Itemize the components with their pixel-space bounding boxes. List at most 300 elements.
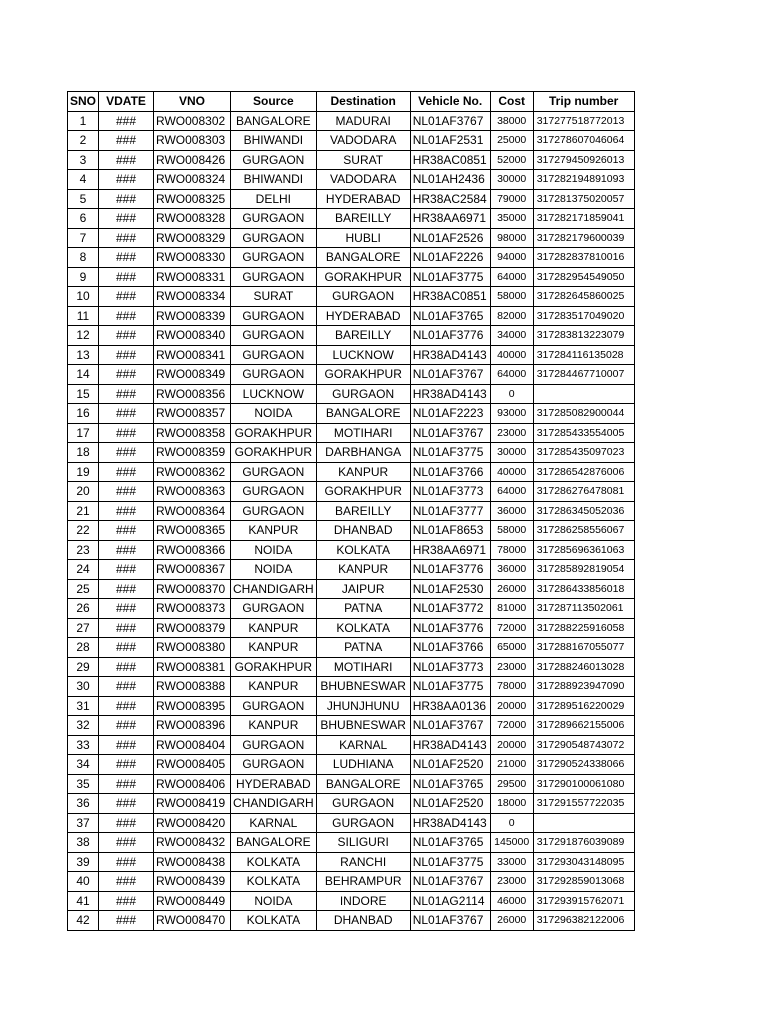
cell-trip-number[interactable]: 317290524338066 — [533, 755, 634, 775]
cell-vno[interactable]: RWO008328 — [154, 209, 231, 229]
cell-destination[interactable]: MADURAI — [316, 111, 410, 131]
cell-destination[interactable]: VADODARA — [316, 170, 410, 190]
cell-vdate[interactable]: ### — [99, 794, 154, 814]
cell-sno[interactable]: 37 — [68, 813, 99, 833]
cell-trip-number[interactable]: 317291876039089 — [533, 833, 634, 853]
cell-trip-number[interactable]: 317282194891093 — [533, 170, 634, 190]
cell-source[interactable]: KANPUR — [231, 677, 317, 697]
cell-trip-number[interactable]: 317277518772013 — [533, 111, 634, 131]
cell-cost[interactable]: 36000 — [490, 560, 533, 580]
cell-source[interactable]: GURGAON — [231, 326, 317, 346]
cell-trip-number[interactable]: 317290548743072 — [533, 735, 634, 755]
cell-cost[interactable]: 72000 — [490, 618, 533, 638]
cell-source[interactable]: SURAT — [231, 287, 317, 307]
cell-trip-number[interactable]: 317288923947090 — [533, 677, 634, 697]
cell-vdate[interactable]: ### — [99, 891, 154, 911]
cell-vno[interactable]: RWO008438 — [154, 852, 231, 872]
cell-destination[interactable]: BHUBNESWAR — [316, 716, 410, 736]
cell-vdate[interactable]: ### — [99, 540, 154, 560]
cell-destination[interactable]: VADODARA — [316, 131, 410, 151]
cell-source[interactable]: BHIWANDI — [231, 131, 317, 151]
cell-source[interactable]: KANPUR — [231, 521, 317, 541]
cell-trip-number[interactable]: 317286433856018 — [533, 579, 634, 599]
header-sno[interactable]: SNO — [68, 92, 99, 112]
cell-source[interactable]: GURGAON — [231, 248, 317, 268]
cell-vdate[interactable]: ### — [99, 111, 154, 131]
cell-vno[interactable]: RWO008370 — [154, 579, 231, 599]
cell-sno[interactable]: 31 — [68, 696, 99, 716]
cell-cost[interactable]: 29500 — [490, 774, 533, 794]
cell-vdate[interactable]: ### — [99, 599, 154, 619]
cell-source[interactable]: KOLKATA — [231, 911, 317, 931]
cell-vdate[interactable]: ### — [99, 501, 154, 521]
cell-sno[interactable]: 15 — [68, 384, 99, 404]
cell-vno[interactable]: RWO008367 — [154, 560, 231, 580]
cell-trip-number[interactable]: 317288225916058 — [533, 618, 634, 638]
cell-vdate[interactable]: ### — [99, 443, 154, 463]
cell-vdate[interactable]: ### — [99, 560, 154, 580]
cell-destination[interactable]: JHUNJHUNU — [316, 696, 410, 716]
cell-vdate[interactable]: ### — [99, 423, 154, 443]
cell-source[interactable]: DELHI — [231, 189, 317, 209]
cell-vehicle-no[interactable]: NL01AF3777 — [410, 501, 490, 521]
cell-vno[interactable]: RWO008330 — [154, 248, 231, 268]
cell-vehicle-no[interactable]: NL01AF2520 — [410, 794, 490, 814]
cell-sno[interactable]: 12 — [68, 326, 99, 346]
cell-sno[interactable]: 30 — [68, 677, 99, 697]
cell-destination[interactable]: BANGALORE — [316, 774, 410, 794]
cell-destination[interactable]: GURGAON — [316, 384, 410, 404]
cell-cost[interactable]: 33000 — [490, 852, 533, 872]
cell-sno[interactable]: 11 — [68, 306, 99, 326]
cell-vdate[interactable]: ### — [99, 735, 154, 755]
cell-vehicle-no[interactable]: NL01AF3776 — [410, 618, 490, 638]
cell-vno[interactable]: RWO008331 — [154, 267, 231, 287]
cell-trip-number[interactable]: 317282837810016 — [533, 248, 634, 268]
cell-cost[interactable]: 81000 — [490, 599, 533, 619]
header-cost[interactable]: Cost — [490, 92, 533, 112]
cell-sno[interactable]: 4 — [68, 170, 99, 190]
cell-trip-number[interactable]: 317289516220029 — [533, 696, 634, 716]
cell-vno[interactable]: RWO008302 — [154, 111, 231, 131]
cell-sno[interactable]: 14 — [68, 365, 99, 385]
cell-destination[interactable]: KOLKATA — [316, 618, 410, 638]
cell-trip-number[interactable]: 317282179600039 — [533, 228, 634, 248]
cell-trip-number[interactable]: 317291557722035 — [533, 794, 634, 814]
cell-cost[interactable]: 78000 — [490, 540, 533, 560]
cell-destination[interactable]: GURGAON — [316, 287, 410, 307]
cell-cost[interactable]: 30000 — [490, 170, 533, 190]
cell-destination[interactable]: KOLKATA — [316, 540, 410, 560]
cell-trip-number[interactable]: 317285082900044 — [533, 404, 634, 424]
cell-trip-number[interactable]: 317288167055077 — [533, 638, 634, 658]
cell-cost[interactable]: 25000 — [490, 131, 533, 151]
cell-sno[interactable]: 17 — [68, 423, 99, 443]
cell-cost[interactable]: 18000 — [490, 794, 533, 814]
cell-vno[interactable]: RWO008357 — [154, 404, 231, 424]
cell-vno[interactable]: RWO008470 — [154, 911, 231, 931]
cell-vno[interactable]: RWO008334 — [154, 287, 231, 307]
cell-vno[interactable]: RWO008379 — [154, 618, 231, 638]
cell-trip-number[interactable]: 317286345052036 — [533, 501, 634, 521]
cell-destination[interactable]: BHUBNESWAR — [316, 677, 410, 697]
cell-destination[interactable]: BAREILLY — [316, 209, 410, 229]
cell-cost[interactable]: 58000 — [490, 521, 533, 541]
cell-source[interactable]: BANGALORE — [231, 833, 317, 853]
cell-vno[interactable]: RWO008340 — [154, 326, 231, 346]
cell-vehicle-no[interactable]: HR38AD4143 — [410, 384, 490, 404]
cell-vehicle-no[interactable]: NL01AF3767 — [410, 716, 490, 736]
cell-destination[interactable]: DARBHANGA — [316, 443, 410, 463]
cell-vehicle-no[interactable]: NL01AG2114 — [410, 891, 490, 911]
cell-vehicle-no[interactable]: HR38AA6971 — [410, 209, 490, 229]
cell-cost[interactable]: 38000 — [490, 111, 533, 131]
cell-vno[interactable]: RWO008325 — [154, 189, 231, 209]
cell-vno[interactable]: RWO008358 — [154, 423, 231, 443]
cell-vehicle-no[interactable]: NL01AF3775 — [410, 677, 490, 697]
cell-source[interactable]: BHIWANDI — [231, 170, 317, 190]
cell-vdate[interactable]: ### — [99, 618, 154, 638]
cell-sno[interactable]: 34 — [68, 755, 99, 775]
cell-cost[interactable]: 58000 — [490, 287, 533, 307]
cell-source[interactable]: GURGAON — [231, 150, 317, 170]
cell-destination[interactable]: BANGALORE — [316, 248, 410, 268]
cell-source[interactable]: GURGAON — [231, 306, 317, 326]
cell-destination[interactable]: HYDERABAD — [316, 306, 410, 326]
cell-sno[interactable]: 26 — [68, 599, 99, 619]
cell-sno[interactable]: 2 — [68, 131, 99, 151]
cell-source[interactable]: BANGALORE — [231, 111, 317, 131]
cell-vdate[interactable]: ### — [99, 638, 154, 658]
cell-vehicle-no[interactable]: NL01AF2530 — [410, 579, 490, 599]
cell-sno[interactable]: 19 — [68, 462, 99, 482]
cell-sno[interactable]: 22 — [68, 521, 99, 541]
cell-trip-number[interactable] — [533, 384, 634, 404]
cell-cost[interactable]: 52000 — [490, 150, 533, 170]
cell-source[interactable]: GURGAON — [231, 482, 317, 502]
cell-vehicle-no[interactable]: NL01AF2223 — [410, 404, 490, 424]
cell-destination[interactable]: GURGAON — [316, 794, 410, 814]
cell-cost[interactable]: 26000 — [490, 579, 533, 599]
cell-source[interactable]: NOIDA — [231, 560, 317, 580]
cell-sno[interactable]: 24 — [68, 560, 99, 580]
cell-vehicle-no[interactable]: NL01AF3767 — [410, 872, 490, 892]
cell-vdate[interactable]: ### — [99, 267, 154, 287]
cell-cost[interactable]: 145000 — [490, 833, 533, 853]
cell-source[interactable]: KOLKATA — [231, 872, 317, 892]
cell-cost[interactable]: 21000 — [490, 755, 533, 775]
cell-vno[interactable]: RWO008373 — [154, 599, 231, 619]
cell-source[interactable]: GORAKHPUR — [231, 443, 317, 463]
cell-sno[interactable]: 21 — [68, 501, 99, 521]
cell-trip-number[interactable]: 317282954549050 — [533, 267, 634, 287]
header-vdate[interactable]: VDATE — [99, 92, 154, 112]
cell-vno[interactable]: RWO008388 — [154, 677, 231, 697]
cell-vno[interactable]: RWO008341 — [154, 345, 231, 365]
cell-destination[interactable]: GORAKHPUR — [316, 267, 410, 287]
cell-vdate[interactable]: ### — [99, 345, 154, 365]
cell-source[interactable]: GURGAON — [231, 599, 317, 619]
cell-vehicle-no[interactable]: HR38AA0136 — [410, 696, 490, 716]
cell-destination[interactable]: MOTIHARI — [316, 657, 410, 677]
cell-trip-number[interactable]: 317279450926013 — [533, 150, 634, 170]
cell-sno[interactable]: 40 — [68, 872, 99, 892]
cell-vno[interactable]: RWO008419 — [154, 794, 231, 814]
cell-vehicle-no[interactable]: NL01AF8653 — [410, 521, 490, 541]
cell-vdate[interactable]: ### — [99, 462, 154, 482]
cell-vehicle-no[interactable]: NL01AF3767 — [410, 111, 490, 131]
cell-vehicle-no[interactable]: NL01AF3776 — [410, 326, 490, 346]
cell-vehicle-no[interactable]: NL01AF3766 — [410, 638, 490, 658]
cell-destination[interactable]: SURAT — [316, 150, 410, 170]
cell-sno[interactable]: 29 — [68, 657, 99, 677]
cell-trip-number[interactable]: 317283813223079 — [533, 326, 634, 346]
cell-cost[interactable]: 40000 — [490, 345, 533, 365]
cell-trip-number[interactable]: 317293043148095 — [533, 852, 634, 872]
cell-cost[interactable]: 46000 — [490, 891, 533, 911]
cell-trip-number[interactable]: 317290100061080 — [533, 774, 634, 794]
cell-source[interactable]: NOIDA — [231, 404, 317, 424]
cell-sno[interactable]: 23 — [68, 540, 99, 560]
cell-sno[interactable]: 16 — [68, 404, 99, 424]
cell-vehicle-no[interactable]: NL01AF3773 — [410, 657, 490, 677]
cell-vehicle-no[interactable]: NL01AF3775 — [410, 443, 490, 463]
cell-sno[interactable]: 1 — [68, 111, 99, 131]
cell-vdate[interactable]: ### — [99, 306, 154, 326]
cell-trip-number[interactable]: 317285696361063 — [533, 540, 634, 560]
cell-vno[interactable]: RWO008359 — [154, 443, 231, 463]
header-vehicle-no[interactable]: Vehicle No. — [410, 92, 490, 112]
cell-destination[interactable]: LUDHIANA — [316, 755, 410, 775]
cell-trip-number[interactable]: 317282645860025 — [533, 287, 634, 307]
cell-source[interactable]: GURGAON — [231, 501, 317, 521]
cell-vehicle-no[interactable]: HR38AC0851 — [410, 150, 490, 170]
cell-vehicle-no[interactable]: NL01AF3775 — [410, 267, 490, 287]
cell-cost[interactable]: 79000 — [490, 189, 533, 209]
cell-vehicle-no[interactable]: NL01AH2436 — [410, 170, 490, 190]
cell-vdate[interactable]: ### — [99, 696, 154, 716]
cell-vdate[interactable]: ### — [99, 326, 154, 346]
cell-cost[interactable]: 64000 — [490, 267, 533, 287]
cell-cost[interactable]: 23000 — [490, 423, 533, 443]
cell-destination[interactable]: BAREILLY — [316, 501, 410, 521]
cell-vdate[interactable]: ### — [99, 755, 154, 775]
cell-vdate[interactable]: ### — [99, 774, 154, 794]
cell-source[interactable]: CHANDIGARH — [231, 579, 317, 599]
cell-sno[interactable]: 6 — [68, 209, 99, 229]
cell-destination[interactable]: PATNA — [316, 599, 410, 619]
cell-source[interactable]: GURGAON — [231, 462, 317, 482]
cell-vehicle-no[interactable]: NL01AF2520 — [410, 755, 490, 775]
cell-sno[interactable]: 5 — [68, 189, 99, 209]
cell-sno[interactable]: 3 — [68, 150, 99, 170]
cell-destination[interactable]: BEHRAMPUR — [316, 872, 410, 892]
cell-cost[interactable]: 36000 — [490, 501, 533, 521]
cell-vno[interactable]: RWO008324 — [154, 170, 231, 190]
cell-vehicle-no[interactable]: HR38AD4143 — [410, 345, 490, 365]
cell-cost[interactable]: 0 — [490, 813, 533, 833]
cell-trip-number[interactable]: 317284467710007 — [533, 365, 634, 385]
cell-cost[interactable]: 64000 — [490, 365, 533, 385]
cell-sno[interactable]: 10 — [68, 287, 99, 307]
cell-vdate[interactable]: ### — [99, 657, 154, 677]
cell-sno[interactable]: 38 — [68, 833, 99, 853]
cell-cost[interactable]: 26000 — [490, 911, 533, 931]
header-destination[interactable]: Destination — [316, 92, 410, 112]
cell-vno[interactable]: RWO008395 — [154, 696, 231, 716]
cell-sno[interactable]: 32 — [68, 716, 99, 736]
cell-source[interactable]: GORAKHPUR — [231, 657, 317, 677]
cell-vehicle-no[interactable]: NL01AF3767 — [410, 911, 490, 931]
cell-cost[interactable]: 34000 — [490, 326, 533, 346]
cell-vno[interactable]: RWO008349 — [154, 365, 231, 385]
cell-sno[interactable]: 33 — [68, 735, 99, 755]
cell-vno[interactable]: RWO008449 — [154, 891, 231, 911]
cell-vdate[interactable]: ### — [99, 911, 154, 931]
cell-vno[interactable]: RWO008426 — [154, 150, 231, 170]
cell-vdate[interactable]: ### — [99, 248, 154, 268]
cell-destination[interactable]: HYDERABAD — [316, 189, 410, 209]
cell-vno[interactable]: RWO008381 — [154, 657, 231, 677]
cell-source[interactable]: CHANDIGARH — [231, 794, 317, 814]
cell-trip-number[interactable]: 317296382122006 — [533, 911, 634, 931]
header-vno[interactable]: VNO — [154, 92, 231, 112]
cell-cost[interactable]: 40000 — [490, 462, 533, 482]
cell-source[interactable]: GURGAON — [231, 735, 317, 755]
cell-source[interactable]: GURGAON — [231, 267, 317, 287]
cell-cost[interactable]: 82000 — [490, 306, 533, 326]
cell-vdate[interactable]: ### — [99, 384, 154, 404]
cell-destination[interactable]: GORAKHPUR — [316, 482, 410, 502]
cell-sno[interactable]: 18 — [68, 443, 99, 463]
cell-vehicle-no[interactable]: NL01AF2531 — [410, 131, 490, 151]
cell-trip-number[interactable]: 317286542876006 — [533, 462, 634, 482]
cell-vno[interactable]: RWO008364 — [154, 501, 231, 521]
cell-destination[interactable]: KANPUR — [316, 462, 410, 482]
cell-sno[interactable]: 20 — [68, 482, 99, 502]
cell-cost[interactable]: 93000 — [490, 404, 533, 424]
cell-vdate[interactable]: ### — [99, 228, 154, 248]
cell-sno[interactable]: 7 — [68, 228, 99, 248]
cell-vno[interactable]: RWO008420 — [154, 813, 231, 833]
cell-vehicle-no[interactable]: NL01AF2226 — [410, 248, 490, 268]
cell-vno[interactable]: RWO008365 — [154, 521, 231, 541]
cell-vno[interactable]: RWO008439 — [154, 872, 231, 892]
cell-trip-number[interactable] — [533, 813, 634, 833]
cell-trip-number[interactable]: 317284116135028 — [533, 345, 634, 365]
cell-vehicle-no[interactable]: NL01AF3765 — [410, 833, 490, 853]
cell-vehicle-no[interactable]: HR38AC2584 — [410, 189, 490, 209]
cell-destination[interactable]: MOTIHARI — [316, 423, 410, 443]
cell-vdate[interactable]: ### — [99, 579, 154, 599]
cell-sno[interactable]: 13 — [68, 345, 99, 365]
cell-vehicle-no[interactable]: NL01AF3773 — [410, 482, 490, 502]
cell-source[interactable]: KANPUR — [231, 638, 317, 658]
cell-source[interactable]: NOIDA — [231, 891, 317, 911]
cell-source[interactable]: GURGAON — [231, 345, 317, 365]
cell-destination[interactable]: HUBLI — [316, 228, 410, 248]
cell-vehicle-no[interactable]: NL01AF3765 — [410, 774, 490, 794]
cell-cost[interactable]: 0 — [490, 384, 533, 404]
cell-source[interactable]: GURGAON — [231, 755, 317, 775]
cell-cost[interactable]: 64000 — [490, 482, 533, 502]
cell-source[interactable]: NOIDA — [231, 540, 317, 560]
cell-source[interactable]: GURGAON — [231, 365, 317, 385]
cell-vdate[interactable]: ### — [99, 482, 154, 502]
cell-destination[interactable]: JAIPUR — [316, 579, 410, 599]
cell-destination[interactable]: PATNA — [316, 638, 410, 658]
cell-trip-number[interactable]: 317283517049020 — [533, 306, 634, 326]
cell-source[interactable]: GURGAON — [231, 228, 317, 248]
cell-source[interactable]: KANPUR — [231, 618, 317, 638]
cell-vdate[interactable]: ### — [99, 404, 154, 424]
cell-cost[interactable]: 23000 — [490, 872, 533, 892]
cell-vdate[interactable]: ### — [99, 365, 154, 385]
cell-destination[interactable]: BAREILLY — [316, 326, 410, 346]
cell-vdate[interactable]: ### — [99, 150, 154, 170]
cell-vno[interactable]: RWO008303 — [154, 131, 231, 151]
cell-cost[interactable]: 30000 — [490, 443, 533, 463]
cell-destination[interactable]: BANGALORE — [316, 404, 410, 424]
cell-cost[interactable]: 23000 — [490, 657, 533, 677]
cell-trip-number[interactable]: 317293915762071 — [533, 891, 634, 911]
cell-destination[interactable]: KARNAL — [316, 735, 410, 755]
cell-trip-number[interactable]: 317292859013068 — [533, 872, 634, 892]
cell-vdate[interactable]: ### — [99, 852, 154, 872]
cell-cost[interactable]: 78000 — [490, 677, 533, 697]
cell-trip-number[interactable]: 317287113502061 — [533, 599, 634, 619]
cell-source[interactable]: KARNAL — [231, 813, 317, 833]
cell-vno[interactable]: RWO008363 — [154, 482, 231, 502]
cell-vno[interactable]: RWO008404 — [154, 735, 231, 755]
cell-trip-number[interactable]: 317289662155006 — [533, 716, 634, 736]
cell-destination[interactable]: LUCKNOW — [316, 345, 410, 365]
cell-destination[interactable]: SILIGURI — [316, 833, 410, 853]
cell-vehicle-no[interactable]: NL01AF3775 — [410, 852, 490, 872]
cell-vehicle-no[interactable]: HR38AD4143 — [410, 813, 490, 833]
cell-destination[interactable]: INDORE — [316, 891, 410, 911]
cell-destination[interactable]: DHANBAD — [316, 911, 410, 931]
cell-vdate[interactable]: ### — [99, 189, 154, 209]
cell-cost[interactable]: 72000 — [490, 716, 533, 736]
cell-cost[interactable]: 35000 — [490, 209, 533, 229]
cell-vno[interactable]: RWO008380 — [154, 638, 231, 658]
cell-trip-number[interactable]: 317288246013028 — [533, 657, 634, 677]
cell-trip-number[interactable]: 317282171859041 — [533, 209, 634, 229]
cell-trip-number[interactable]: 317285433554005 — [533, 423, 634, 443]
cell-destination[interactable]: DHANBAD — [316, 521, 410, 541]
cell-vehicle-no[interactable]: HR38AC0851 — [410, 287, 490, 307]
cell-vdate[interactable]: ### — [99, 170, 154, 190]
cell-vdate[interactable]: ### — [99, 521, 154, 541]
cell-source[interactable]: GORAKHPUR — [231, 423, 317, 443]
cell-destination[interactable]: KANPUR — [316, 560, 410, 580]
cell-vehicle-no[interactable]: NL01AF3766 — [410, 462, 490, 482]
cell-destination[interactable]: GORAKHPUR — [316, 365, 410, 385]
header-source[interactable]: Source — [231, 92, 317, 112]
cell-vehicle-no[interactable]: NL01AF3767 — [410, 423, 490, 443]
cell-sno[interactable]: 41 — [68, 891, 99, 911]
cell-source[interactable]: GURGAON — [231, 209, 317, 229]
cell-vdate[interactable]: ### — [99, 813, 154, 833]
cell-vno[interactable]: RWO008339 — [154, 306, 231, 326]
cell-trip-number[interactable]: 317286276478081 — [533, 482, 634, 502]
cell-vehicle-no[interactable]: NL01AF2526 — [410, 228, 490, 248]
cell-sno[interactable]: 42 — [68, 911, 99, 931]
cell-sno[interactable]: 25 — [68, 579, 99, 599]
cell-sno[interactable]: 9 — [68, 267, 99, 287]
cell-vdate[interactable]: ### — [99, 131, 154, 151]
